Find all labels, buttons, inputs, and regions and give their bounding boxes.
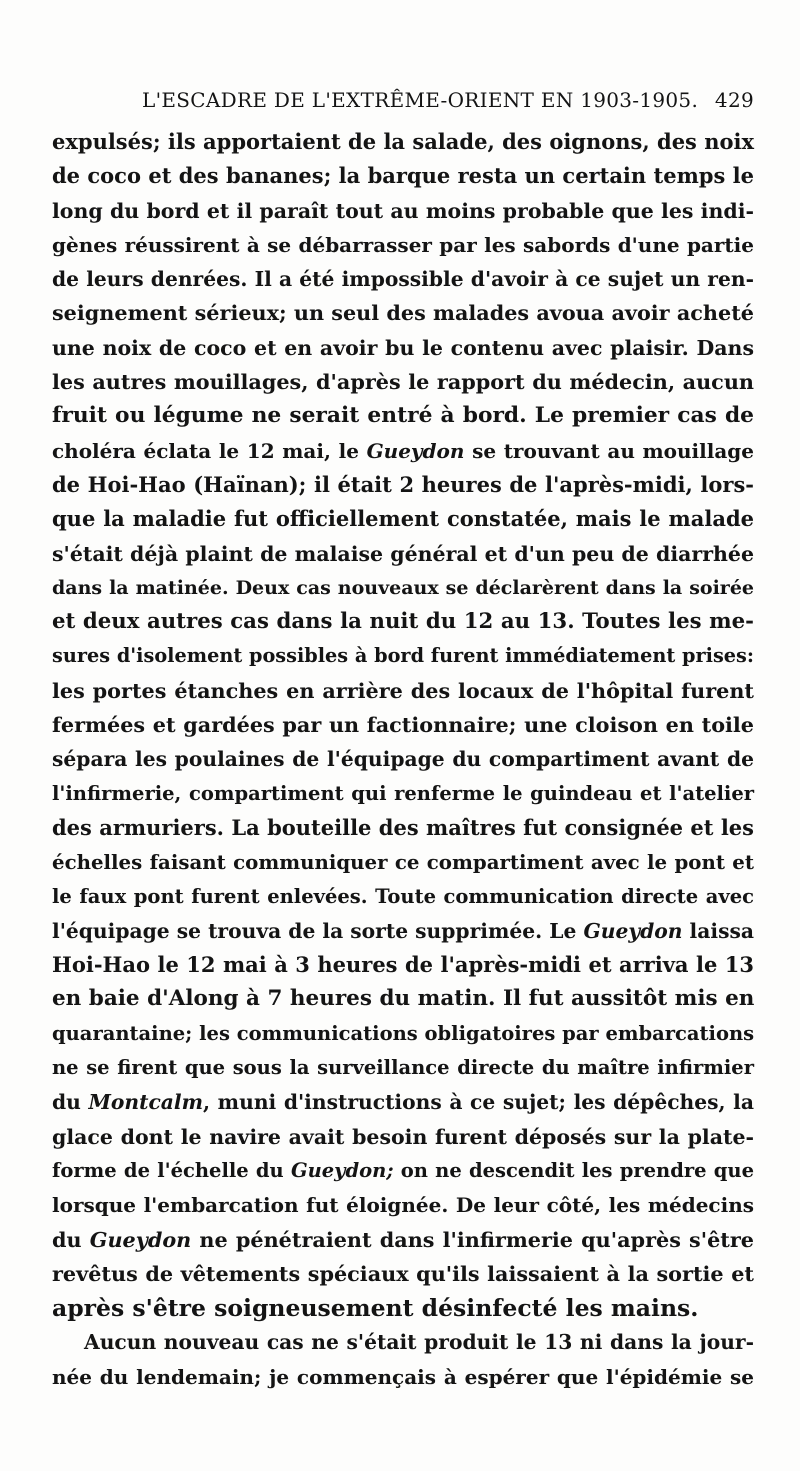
text-run: après s'être soigneusement désinfecté les mains. [52, 1294, 699, 1323]
text-line [52, 331, 754, 365]
text-run: long du bord et il paraît tout au moins probable que les indi- [52, 198, 754, 223]
text-line [52, 502, 754, 536]
text-run: Aucun nouveau cas ne s'était produit le 13 ni dans la jour- [84, 1330, 754, 1355]
text-line [52, 1120, 754, 1154]
text-line [52, 639, 754, 673]
text-line [52, 296, 754, 330]
text-line [52, 1051, 754, 1085]
text-run: , muni d'instructions à ce sujet; les dépêches, la [203, 1090, 754, 1115]
text-line [52, 1085, 754, 1119]
text-run: fruit ou légume ne serait entré à bord. Le premier cas de [52, 403, 754, 429]
text-run: gènes réussirent à se débarrasser par les sabords d'une partie [52, 232, 754, 257]
text-run: ne se firent que sous la surveillance directe du maître infirmier [52, 1056, 754, 1080]
text-run: que la maladie fut officiellement constatée, mais le malade [52, 506, 754, 532]
text-line [52, 948, 754, 982]
text-run: de coco et des bananes; la barque resta un certain temps le [52, 163, 754, 189]
text-line [52, 777, 754, 811]
text-run: du [52, 1090, 89, 1115]
text-line [52, 468, 754, 502]
ship-name: Gueydon [583, 918, 683, 943]
text-run: sures d'isolement possibles à bord furent immédiatement prises: [52, 644, 754, 668]
text-line [52, 605, 754, 639]
text-line [52, 1291, 754, 1325]
text-run: choléra éclata le 12 mai, le [52, 438, 367, 463]
text-run: née du lendemain; je commençais à espérer que l'épidémie se [52, 1364, 754, 1389]
text-line [52, 365, 754, 399]
text-run: laissa [682, 918, 754, 943]
text-run: dans la matinée. Deux cas nouveaux se déclarèrent dans la soirée [52, 576, 754, 599]
text-run: l'équipage se trouva de la sorte supprimée. Le [52, 918, 584, 943]
text-line [52, 125, 754, 159]
text-run: de leurs denrées. Il a été impossible d'avoir à ce sujet un ren- [52, 267, 754, 292]
text-run: forme de l'échelle du [52, 1158, 291, 1182]
text-run: seignement sérieux; un seul des malades avoua avoir acheté [52, 301, 754, 326]
text-line [52, 571, 754, 605]
text-line [52, 399, 754, 433]
ship-name: Gueydon [89, 1227, 192, 1252]
text-line [52, 194, 754, 228]
text-run: le faux pont furent enlevées. Toute communication directe avec [52, 884, 754, 908]
text-line [52, 674, 754, 708]
text-line [52, 880, 754, 914]
text-line [52, 1017, 754, 1051]
text-run: en baie d'Along à 7 heures du matin. Il fut aussitôt mis en [52, 986, 755, 1012]
text-line [52, 1257, 754, 1291]
page-number: 429 [714, 88, 754, 112]
text-run: échelles faisant communiquer ce compartiment avec le pont et [52, 850, 754, 875]
text-run: se trouvant au mouillage [464, 438, 755, 463]
text-run: revêtus de vêtements spéciaux qu'ils laissaient à la sortie et [52, 1261, 754, 1286]
text-run: et deux autres cas dans la nuit du 12 au 13. Toutes les me- [52, 609, 754, 635]
running-title: L'ESCADRE DE L'EXTRÊME-ORIENT EN 1903-1905. [142, 88, 699, 112]
text-run: fermées et gardées par un factionnaire; une cloison en toile [52, 713, 754, 738]
text-line [52, 982, 754, 1016]
text-run: du [52, 1227, 90, 1252]
text-line [52, 845, 754, 879]
text-line [52, 1223, 754, 1257]
text-run: s'était déjà plaint de malaise général et d'un peu de diarrhée [52, 541, 754, 566]
text-run: on ne descendit les prendre que [393, 1158, 754, 1182]
text-line [52, 262, 754, 296]
text-line [52, 708, 754, 742]
text-run: quarantaine; les communications obligatoires par embarcations [52, 1021, 755, 1045]
text-line [52, 914, 754, 948]
text-line [52, 1360, 754, 1394]
text-run: l'infirmerie, compartiment qui renferme le guindeau et l'atelier [52, 781, 754, 805]
text-line [52, 1154, 754, 1188]
text-line [52, 434, 754, 468]
text-line [52, 537, 754, 571]
ship-name: Gueydon; [290, 1158, 394, 1182]
text-run: expulsés; ils apportaient de la salade, des oignons, des noix [52, 129, 754, 154]
text-run: les autres mouillages, d'après le rapport du médecin, aucun [52, 370, 754, 395]
text-line [52, 159, 754, 193]
text-line [52, 1188, 754, 1222]
text-run: lorsque l'embarcation fut éloignée. De leur côté, les médecins [52, 1193, 754, 1218]
text-run: les portes étanches en arrière des locaux de l'hôpital furent [52, 678, 754, 703]
paragraph-start-line [52, 1325, 754, 1359]
text-run: glace dont le navire avait besoin furent déposés sur la plate- [52, 1124, 754, 1149]
text-run: une noix de coco et en avoir bu le contenu avec plaisir. Dans [52, 335, 754, 360]
text-run: Hoi-Hao le 12 mai à 3 heures de l'après-midi et arriva le 13 [52, 952, 754, 978]
text-line [52, 742, 754, 776]
text-line [52, 811, 754, 845]
text-run: sépara les poulaines de l'équipage du compartiment avant de [52, 747, 754, 772]
running-head [142, 88, 754, 116]
ship-name: Gueydon [366, 438, 465, 463]
text-line [52, 228, 754, 262]
text-run: de Hoi-Hao (Haïnan); il était 2 heures de l'après-midi, lors- [52, 471, 754, 497]
text-run: ne pénétraient dans l'infirmerie qu'après s'être [191, 1227, 754, 1252]
text-run: des armuriers. La bouteille des maîtres fut consignée et les [52, 814, 754, 840]
ship-name: Montcalm [88, 1090, 204, 1115]
body-text [52, 125, 754, 1394]
